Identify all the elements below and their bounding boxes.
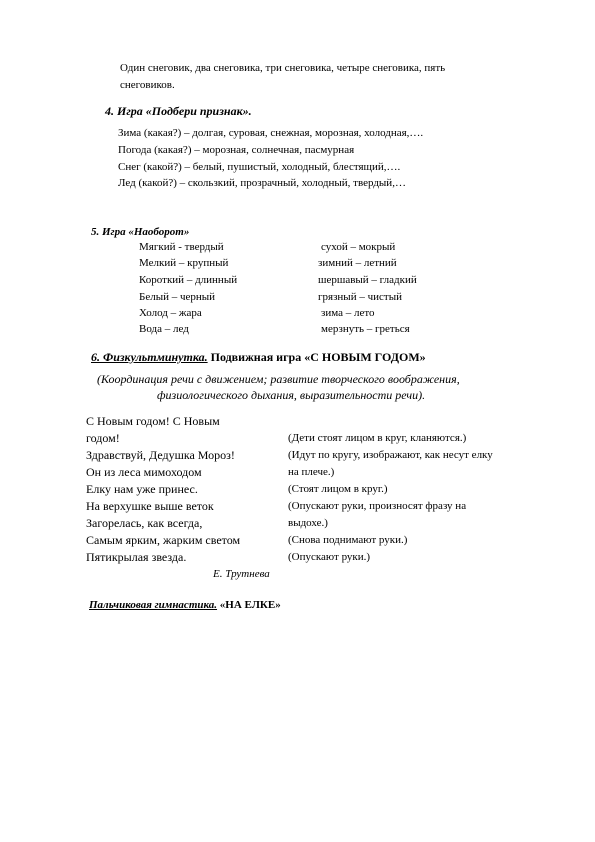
game5-right-1: сухой – мокрый	[321, 241, 396, 253]
poem-line-6: На верхушке выше веток	[86, 499, 214, 513]
poem-line-2: годом!	[86, 431, 120, 445]
action-line-1: (Дети стоят лицом в круг, кланяются.)	[288, 432, 467, 444]
game5-right-6: мерзнуть – греться	[321, 323, 410, 335]
game4-line-1: Зима (какая?) – долгая, суровая, снежная, морозная, холодная,….	[118, 127, 424, 139]
section6-title	[91, 350, 426, 364]
poem-line-1: С Новым годом! С Новым	[86, 414, 220, 428]
game4-line-4: Лед (какой?) – скользкий, прозрачный, холодный, твердый,…	[118, 177, 406, 189]
game5-right-4: грязный – чистый	[318, 291, 402, 303]
intro-line-2: снеговиков.	[120, 79, 175, 91]
poem-line-4: Он из леса мимоходом	[86, 465, 202, 479]
game5-right-5: зима – лето	[321, 307, 375, 319]
game5-left-3: Короткий – длинный	[139, 274, 238, 286]
action-line-7: (Снова поднимают руки.)	[288, 534, 408, 546]
poem-line-9: Пятикрылая звезда.	[86, 550, 187, 564]
game4-title: 4. Игра «Подбери признак».	[105, 104, 252, 118]
game5-right-3: шершавый – гладкий	[318, 274, 417, 286]
game5-left-1: Мягкий - твердый	[139, 241, 224, 253]
game4-line-2: Погода (какая?) – морозная, солнечная, пасмурная	[118, 144, 355, 156]
poem-author: Е. Трутнева	[213, 568, 270, 580]
section6-title-part1: 6. Физкультминутка.	[91, 350, 208, 364]
action-line-8: (Опускают руки.)	[288, 551, 371, 563]
finger-title-part1: Пальчиковая гимнастика.	[89, 599, 218, 611]
poem-line-8: Самым ярким, жарким светом	[86, 533, 241, 547]
game5-right-2: зимний – летний	[318, 257, 397, 269]
poem-line-5: Елку нам уже принес.	[86, 482, 198, 496]
action-line-5: (Опускают руки, произносят фразу на	[288, 500, 467, 512]
intro-line-1: Один снеговик, два снеговика, три снеговика, четыре снеговика, пять	[120, 62, 446, 74]
section6-title-part2: Подвижная игра «С НОВЫМ ГОДОМ»	[207, 350, 426, 364]
action-line-2: (Идут по кругу, изображают, как несут елку	[288, 449, 493, 461]
action-line-4: (Стоят лицом в круг.)	[288, 483, 388, 495]
game5-left-5: Холод – жара	[139, 307, 202, 319]
game4-line-3: Снег (какой?) – белый, пушистый, холодный, блестящий,….	[118, 161, 401, 173]
game5-left-6: Вода – лед	[139, 323, 189, 335]
game5-left-2: Мелкий – крупный	[139, 257, 229, 269]
finger-title-part2: «НА ЕЛКЕ»	[217, 599, 281, 611]
poem-line-3: Здравствуй, Дедушка Мороз!	[86, 448, 235, 462]
finger-title	[89, 598, 281, 612]
section6-subtitle-2: физиологического дыхания, выразительности речи).	[157, 388, 426, 402]
action-line-6: выдохе.)	[288, 517, 328, 529]
section6-subtitle-1: (Координация речи с движением; развитие творческого воображения,	[97, 372, 460, 386]
game5-left-4: Белый – черный	[139, 291, 216, 303]
poem-line-7: Загорелась, как всегда,	[86, 516, 203, 530]
game5-title: 5. Игра «Наоборот»	[91, 226, 190, 238]
action-line-3: на плече.)	[288, 466, 335, 478]
